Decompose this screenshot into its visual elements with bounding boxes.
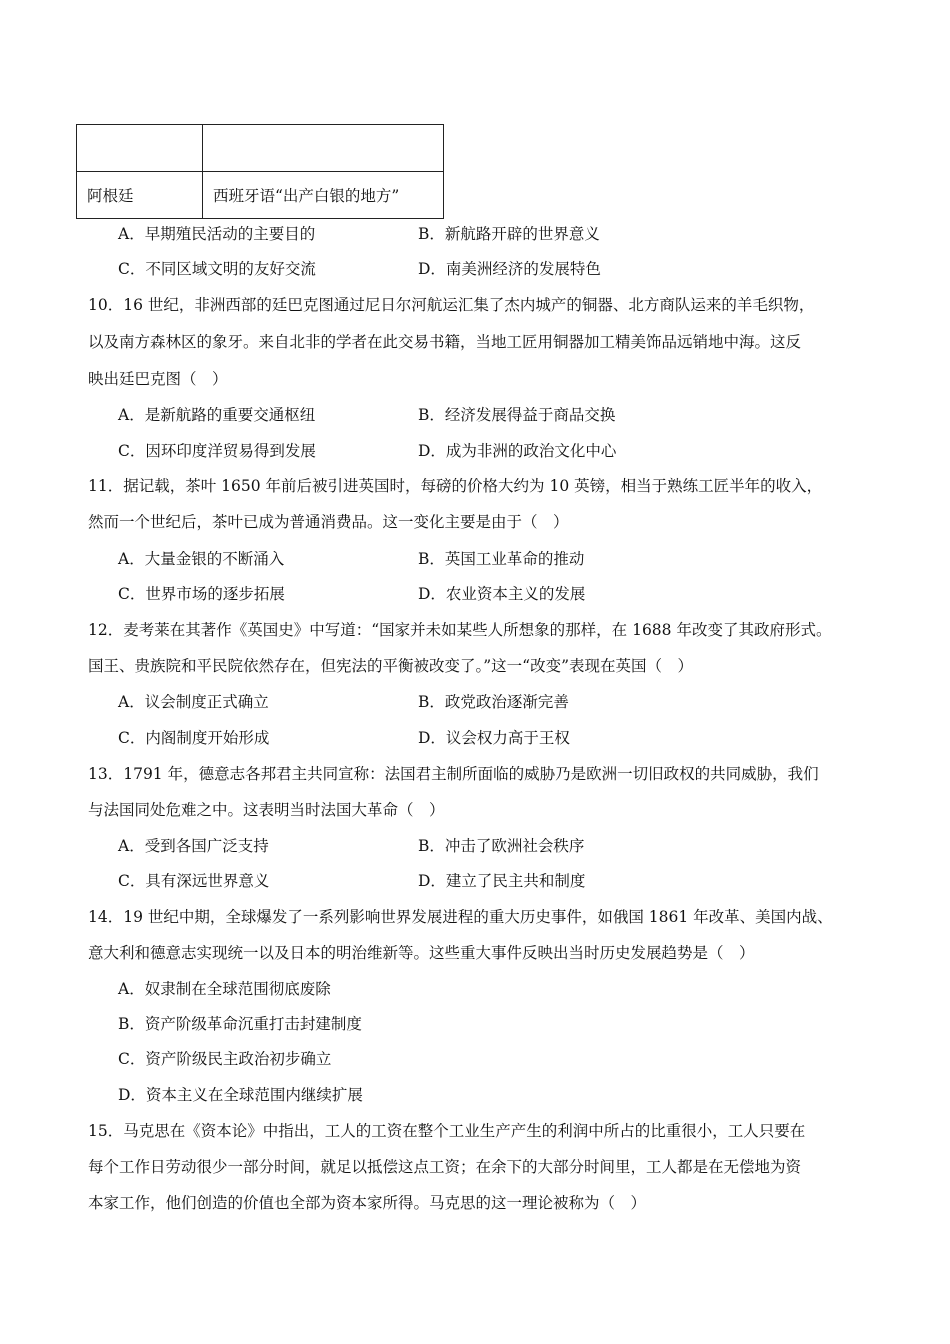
- q10-stem-line: 映出廷巴克图（ ）: [88, 370, 228, 388]
- q11-option-a: A．大量金银的不断涌入: [118, 550, 285, 568]
- table-row: [77, 172, 444, 219]
- q11-option-b: B．英国工业革命的推动: [418, 550, 585, 568]
- q12-option-c: C．内阁制度开始形成: [118, 729, 270, 747]
- q9-option-b: B．新航路开辟的世界意义: [418, 225, 600, 243]
- q10-option-d: D．成为非洲的政治文化中心: [418, 442, 617, 460]
- q12-option-b: B．政党政治逐渐完善: [418, 693, 569, 711]
- q12-stem-line: 国王、贵族院和平民院依然存在，但宪法的平衡被改变了。”这一“改变”表现在英国（ ）: [88, 657, 694, 675]
- q13-option-c: C．具有深远世界意义: [118, 872, 270, 890]
- q15-stem-line: 15．马克思在《资本论》中指出，工人的工资在整个工业生产产生的利润中所占的比重很小，工人只要在: [88, 1122, 806, 1140]
- q10-option-a: A．是新航路的重要交通枢纽: [118, 406, 316, 424]
- q10-option-b: B．经济发展得益于商品交换: [418, 406, 616, 424]
- q12-option-d: D．议会权力高于王权: [418, 729, 570, 747]
- q14-option-d: D．资本主义在全球范围内继续扩展: [118, 1086, 363, 1104]
- q11-stem-line: 然而一个世纪后，茶叶已成为普通消费品。这一变化主要是由于（ ）: [88, 513, 569, 531]
- q14-stem-line: 意大利和德意志实现统一以及日本的明治维新等。这些重大事件反映出当时历史发展趋势是（ ）: [88, 944, 755, 962]
- q15-stem-line: 本家工作，他们创造的价值也全部为资本家所得。马克思的这一理论被称为（ ）: [88, 1194, 647, 1212]
- q10-stem-line: 10．16 世纪，非洲西部的廷巴克图通过尼日尔河航运汇集了杰内城产的铜器、北方商队运来的羊毛织物，: [88, 296, 815, 314]
- q13-option-b: B．冲击了欧洲社会秩序: [418, 837, 585, 855]
- q9-option-d: D．南美洲经济的发展特色: [418, 260, 601, 278]
- q9-option-a: A．早期殖民活动的主要目的: [118, 225, 316, 243]
- q12-option-a: A．议会制度正式确立: [118, 693, 269, 711]
- table-cell: 西班牙语“出产白银的地方”: [203, 172, 444, 219]
- q13-stem-line: 13．1791 年，德意志各邦君主共同宣称：法国君主制所面临的威胁乃是欧洲一切旧政权的共同威胁，我们: [88, 765, 819, 783]
- q14-stem-line: 14．19 世纪中期，全球爆发了一系列影响世界发展进程的重大历史事件，如俄国 1861 年改革、美国内战、: [88, 908, 833, 926]
- q13-stem-line: 与法国同处危难之中。这表明当时法国大革命（ ）: [88, 801, 445, 819]
- q12-stem-line: 12．麦考莱在其著作《英国史》中写道：“国家并未如某些人所想象的那样，在 1688 年改变了其政府形式。: [88, 621, 832, 639]
- q13-option-a: A．受到各国广泛支持: [118, 837, 269, 855]
- q14-option-b: B．资产阶级革命沉重打击封建制度: [118, 1015, 362, 1033]
- q10-option-c: C．因环印度洋贸易得到发展: [118, 442, 316, 460]
- q14-option-c: C．资产阶级民主政治初步确立: [118, 1050, 332, 1068]
- info-table: [76, 124, 444, 219]
- q13-option-d: D．建立了民主共和制度: [418, 872, 586, 890]
- table-row: [77, 125, 444, 172]
- table-cell: [77, 125, 203, 172]
- q11-option-c: C．世界市场的逐步拓展: [118, 585, 285, 603]
- q9-option-c: C．不同区域文明的友好交流: [118, 260, 316, 278]
- q14-option-a: A．奴隶制在全球范围彻底废除: [118, 980, 331, 998]
- q10-stem-line: 以及南方森林区的象牙。来自北非的学者在此交易书籍，当地工匠用铜器加工精美饰品远销地中海。这反: [88, 333, 802, 351]
- q11-stem-line: 11．据记载，茶叶 1650 年前后被引进英国时，每磅的价格大约为 10 英镑，相当于熟练工匠半年的收入，: [88, 477, 823, 495]
- table-cell: 阿根廷: [77, 172, 203, 219]
- table-cell: [203, 125, 444, 172]
- q15-stem-line: 每个工作日劳动很少一部分时间，就足以抵偿这点工资；在余下的大部分时间里，工人都是在无偿地为资: [88, 1158, 802, 1176]
- q11-option-d: D．农业资本主义的发展: [418, 585, 586, 603]
